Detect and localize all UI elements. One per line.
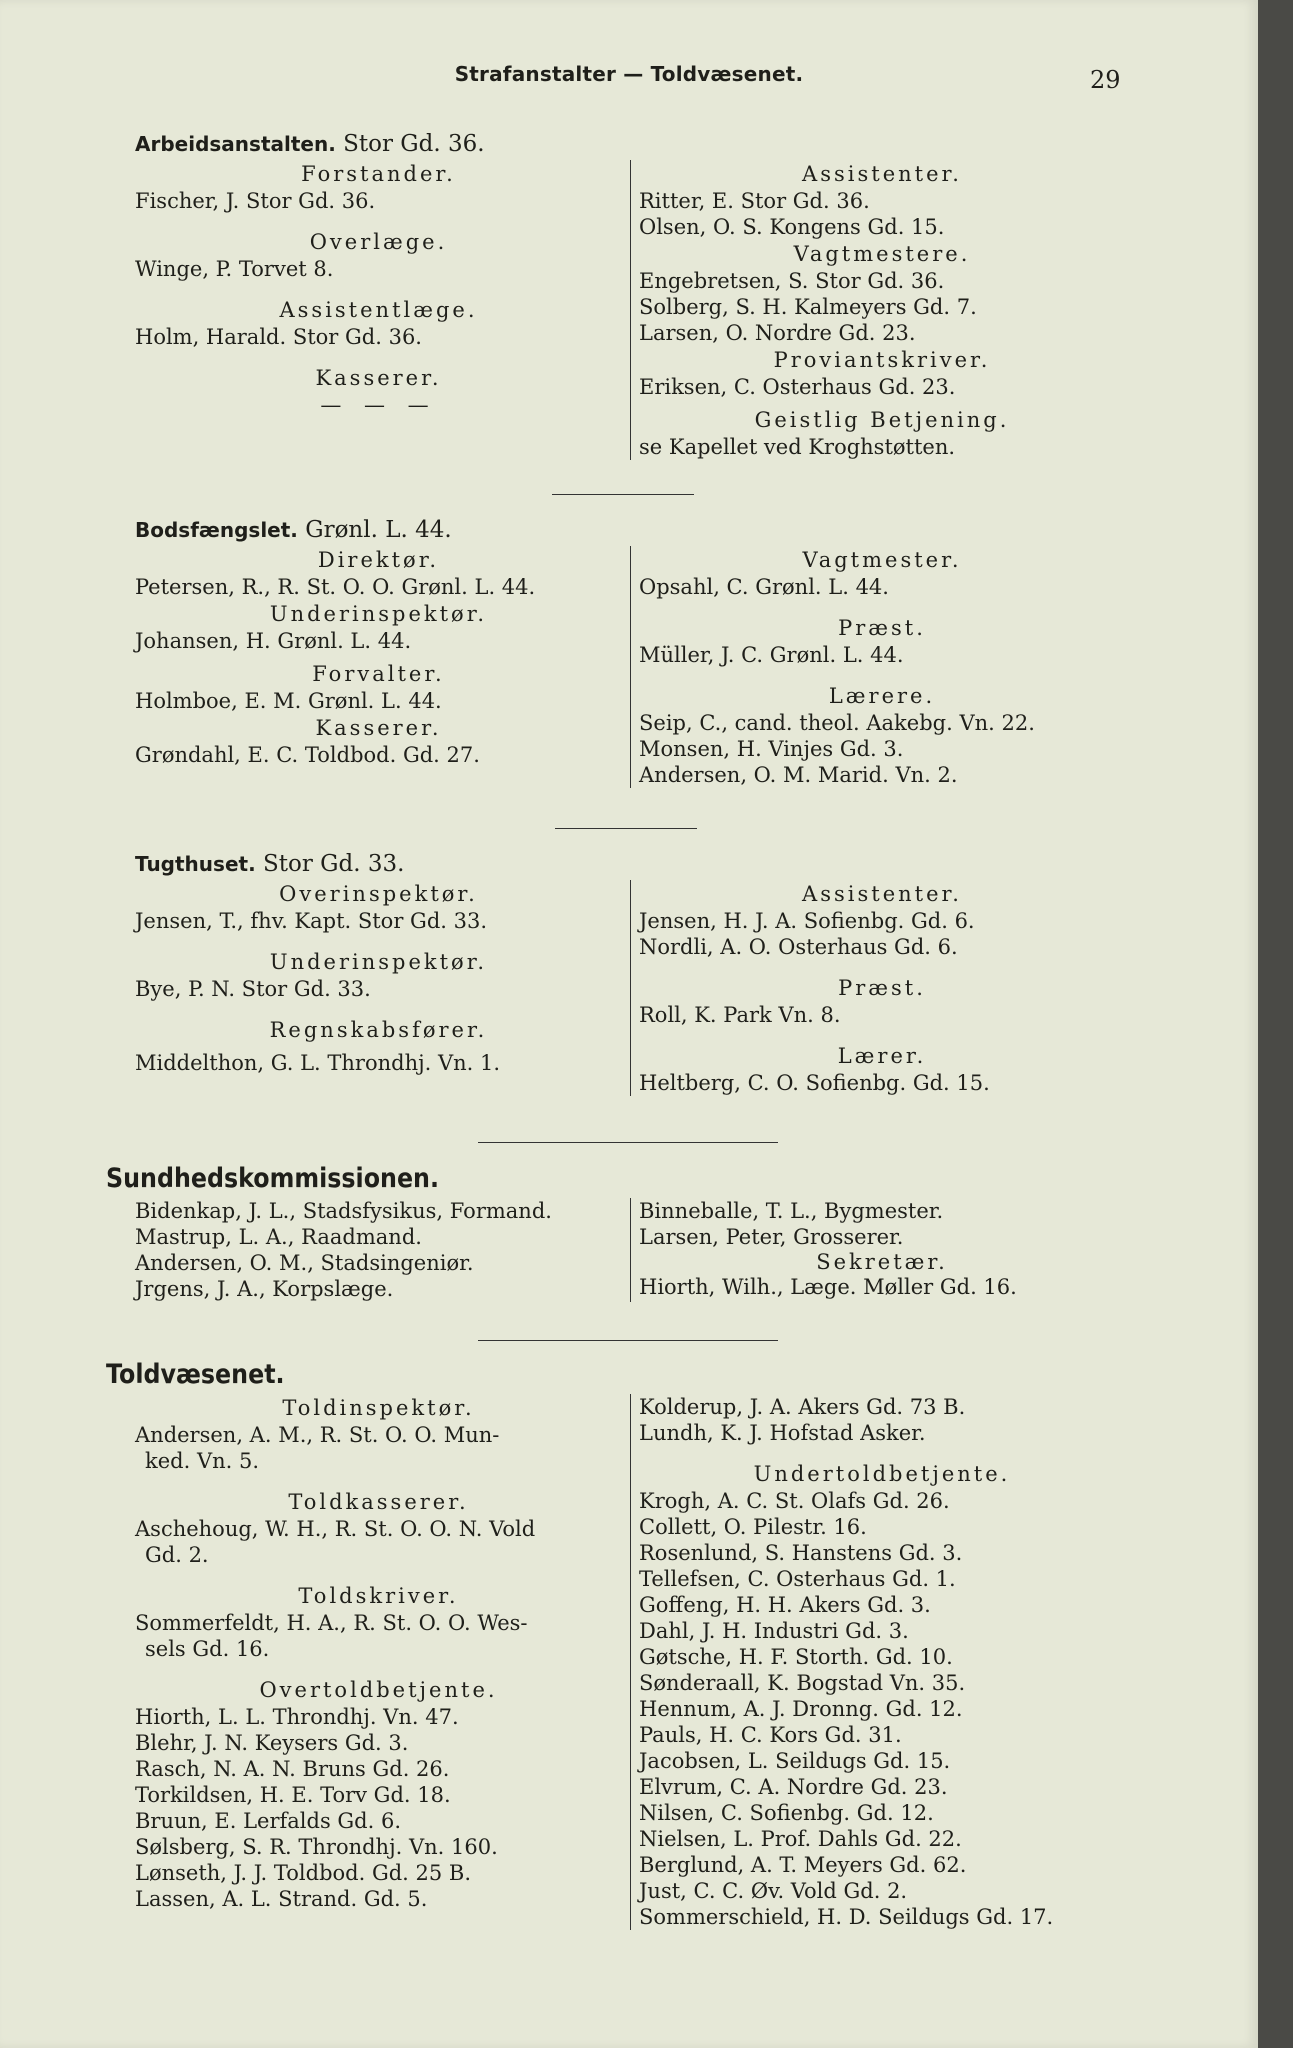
role-title: Overinspektør. <box>279 882 478 906</box>
left-column <box>135 880 630 1096</box>
role-title: Lærer. <box>837 1044 927 1068</box>
entry: Holm, Harald. Stor Gd. 36. <box>135 325 422 349</box>
entry: Rasch, N. A. N. Bruns Gd. 26. <box>135 1757 450 1781</box>
divider <box>478 1340 778 1341</box>
entry: Sønderaall, K. Bogstad Vn. 35. <box>639 1671 966 1695</box>
role-title: Toldkasserer. <box>288 1490 469 1514</box>
entry: se Kapellet ved Kroghstøtten. <box>639 435 956 459</box>
entry: Larsen, O. Nordre Gd. 23. <box>639 321 916 345</box>
entry: Mastrup, L. A., Raadmand. <box>135 1225 422 1249</box>
entry: Jensen, T., fhv. Kapt. Stor Gd. 33. <box>135 909 488 933</box>
entry: Goffeng, H. H. Akers Gd. 3. <box>639 1593 931 1617</box>
entry: Johansen, H. Grønl. L. 44. <box>135 629 412 653</box>
section-heading <box>135 514 1125 546</box>
divider <box>552 494 694 495</box>
entry: Jensen, H. J. A. Sofienbg. Gd. 6. <box>639 909 975 933</box>
entry: Blehr, J. N. Keysers Gd. 3. <box>135 1731 409 1755</box>
running-head: Strafanstalter — Toldvæsenet. <box>454 62 804 86</box>
section-heading <box>135 128 1125 160</box>
section-tugthuset <box>135 848 1125 1096</box>
entry: Bidenkap, J. L., Stadsfysikus, Formand. <box>135 1199 552 1223</box>
entry: Andersen, O. M. Marid. Vn. 2. <box>639 763 958 787</box>
entry: Opsahl, C. Grønl. L. 44. <box>639 575 889 599</box>
entry: Krogh, A. C. St. Olafs Gd. 26. <box>639 1489 950 1513</box>
divider <box>478 1142 778 1143</box>
section-heading <box>135 848 1125 880</box>
entry: Hennum, A. J. Dronng. Gd. 12. <box>639 1697 963 1721</box>
entry: Olsen, O. S. Kongens Gd. 15. <box>639 215 945 239</box>
section-bodsfaengslet <box>135 514 1125 788</box>
entry: Elvrum, C. A. Nordre Gd. 23. <box>639 1775 948 1799</box>
section-sundhedskommissionen <box>106 1160 1125 1302</box>
role-title: Præst. <box>838 976 926 1000</box>
entry: Dahl, J. H. Industri Gd. 3. <box>639 1619 909 1643</box>
role-title: Underinspektør. <box>269 602 488 626</box>
entry: Fischer, J. Stor Gd. 36. <box>135 189 376 213</box>
entry: Larsen, Peter, Grosserer. <box>639 1225 904 1249</box>
entry: Andersen, O. M., Stadsingeniør. <box>135 1251 474 1275</box>
entry: Monsen, H. Vinjes Gd. 3. <box>639 737 904 761</box>
role-title: Geistlig Betjening. <box>754 408 1010 432</box>
entry: Nordli, A. O. Osterhaus Gd. 6. <box>639 935 958 959</box>
entry: Sommerfeldt, H. A., R. St. O. O. Wes- <box>135 1611 528 1635</box>
page-number: 29 <box>1090 66 1121 94</box>
institution-name: Arbeidsanstalten. <box>135 132 336 156</box>
entry: Bruun, E. Lerfalds Gd. 6. <box>135 1809 401 1833</box>
role-title: Regnskabsfører. <box>269 1018 488 1042</box>
role-title: Præst. <box>838 616 926 640</box>
right-column <box>630 546 1125 788</box>
role-title: Assistenter. <box>802 162 962 186</box>
right-column <box>630 160 1125 460</box>
entry-continuation: ked. Vn. 5. <box>145 1449 260 1473</box>
role-title: Direktør. <box>317 548 440 572</box>
left-column <box>135 546 630 788</box>
role-title: Vagtmester. <box>802 548 962 572</box>
entry: Seip, C., cand. theol. Aakebg. Vn. 22. <box>639 711 1035 735</box>
right-column <box>630 1198 1125 1302</box>
entry: Grøndahl, E. C. Toldbod. Gd. 27. <box>135 743 480 767</box>
right-column <box>630 880 1125 1096</box>
entry: Eriksen, C. Osterhaus Gd. 23. <box>639 375 956 399</box>
entry: Aschehoug, W. H., R. St. O. O. N. Vold <box>135 1517 536 1541</box>
entry: Hiorth, L. L. Throndhj. Vn. 47. <box>135 1705 459 1729</box>
entry: Andersen, A. M., R. St. O. O. Mun- <box>135 1423 500 1447</box>
institution-address: Grønl. L. 44. <box>305 517 452 543</box>
section-arbeidsanstalten <box>135 128 1125 460</box>
role-title: Toldinspektør. <box>282 1396 475 1420</box>
entry: Berglund, A. T. Meyers Gd. 62. <box>639 1853 967 1877</box>
entry: Petersen, R., R. St. O. O. Grønl. L. 44. <box>135 575 536 599</box>
entry: Roll, K. Park Vn. 8. <box>639 1003 841 1027</box>
role-title: Kasserer. <box>315 716 442 740</box>
role-title: Sekretær. <box>816 1250 948 1274</box>
entry-vacant: — — — <box>320 393 437 417</box>
role-title: Forstander. <box>301 162 456 186</box>
role-title: Kasserer. <box>315 366 442 390</box>
entry: Pauls, H. C. Kors Gd. 31. <box>639 1723 902 1747</box>
entry: Solberg, S. H. Kalmeyers Gd. 7. <box>639 295 977 319</box>
role-title: Overtoldbetjente. <box>259 1678 498 1702</box>
role-title: Assistenter. <box>802 882 962 906</box>
left-column <box>135 160 630 460</box>
institution-address: Stor Gd. 33. <box>262 851 405 877</box>
divider <box>555 828 697 829</box>
entry: Gøtsche, H. F. Storth. Gd. 10. <box>639 1645 953 1669</box>
role-title: Underinspektør. <box>269 950 488 974</box>
entry: Middelthon, G. L. Throndhj. Vn. 1. <box>135 1051 501 1075</box>
role-title: Toldskriver. <box>298 1584 459 1608</box>
entry: Torkildsen, H. E. Torv Gd. 18. <box>135 1783 451 1807</box>
entry: Nilsen, C. Sofienbg. Gd. 12. <box>639 1801 934 1825</box>
entry: Just, C. C. Øv. Vold Gd. 2. <box>639 1879 908 1903</box>
entry: Lønseth, J. J. Toldbod. Gd. 25 B. <box>135 1861 472 1885</box>
entry: Jrgens, J. A., Korpslæge. <box>135 1277 394 1301</box>
entry: Heltberg, C. O. Sofienbg. Gd. 15. <box>639 1071 990 1095</box>
entry: Rosenlund, S. Hanstens Gd. 3. <box>639 1541 963 1565</box>
entry: Bye, P. N. Stor Gd. 33. <box>135 977 371 1001</box>
left-column <box>135 1198 630 1302</box>
entry-continuation: sels Gd. 16. <box>145 1637 270 1661</box>
entry: Sølsberg, S. R. Throndhj. Vn. 160. <box>135 1835 498 1859</box>
entry: Kolderup, J. A. Akers Gd. 73 B. <box>639 1395 966 1419</box>
section-heading: Toldvæsenet. <box>106 1359 285 1390</box>
institution-name: Bodsfængslet. <box>135 518 298 542</box>
role-title: Proviantskriver. <box>773 348 991 372</box>
entry: Binneballe, T. L., Bygmester. <box>639 1199 944 1223</box>
entry: Engebretsen, S. Stor Gd. 36. <box>639 269 945 293</box>
role-title: Lærere. <box>828 684 936 708</box>
role-title: Vagtmestere. <box>793 242 971 266</box>
left-column <box>135 1394 630 1930</box>
role-title: Overlæge. <box>309 230 448 254</box>
entry: Müller, J. C. Grønl. L. 44. <box>639 643 904 667</box>
entry: Hiorth, Wilh., Læge. Møller Gd. 16. <box>639 1275 1017 1299</box>
institution-address: Stor Gd. 36. <box>343 131 485 157</box>
entry: Winge, P. Torvet 8. <box>135 257 334 281</box>
entry: Nielsen, L. Prof. Dahls Gd. 22. <box>639 1827 962 1851</box>
entry: Lassen, A. L. Strand. Gd. 5. <box>135 1887 428 1911</box>
entry: Holmboe, E. M. Grønl. L. 44. <box>135 689 442 713</box>
entry: Collett, O. Pilestr. 16. <box>639 1515 867 1539</box>
role-title: Assistentlæge. <box>279 298 478 322</box>
right-column <box>630 1394 1125 1930</box>
institution-name: Tugthuset. <box>135 852 256 876</box>
entry: Ritter, E. Stor Gd. 36. <box>639 189 870 213</box>
entry: Tellefsen, C. Osterhaus Gd. 1. <box>639 1567 956 1591</box>
role-title: Undertoldbetjente. <box>753 1462 1011 1486</box>
entry: Lundh, K. J. Hofstad Asker. <box>639 1421 926 1445</box>
entry: Sommerschield, H. D. Seildugs Gd. 17. <box>639 1905 1054 1929</box>
section-toldvaesenet <box>106 1356 1125 1930</box>
entry-continuation: Gd. 2. <box>145 1543 209 1567</box>
section-heading: Sundhedskommissionen. <box>106 1163 440 1194</box>
entry: Jacobsen, L. Seildugs Gd. 15. <box>639 1749 951 1773</box>
role-title: Forvalter. <box>312 662 445 686</box>
